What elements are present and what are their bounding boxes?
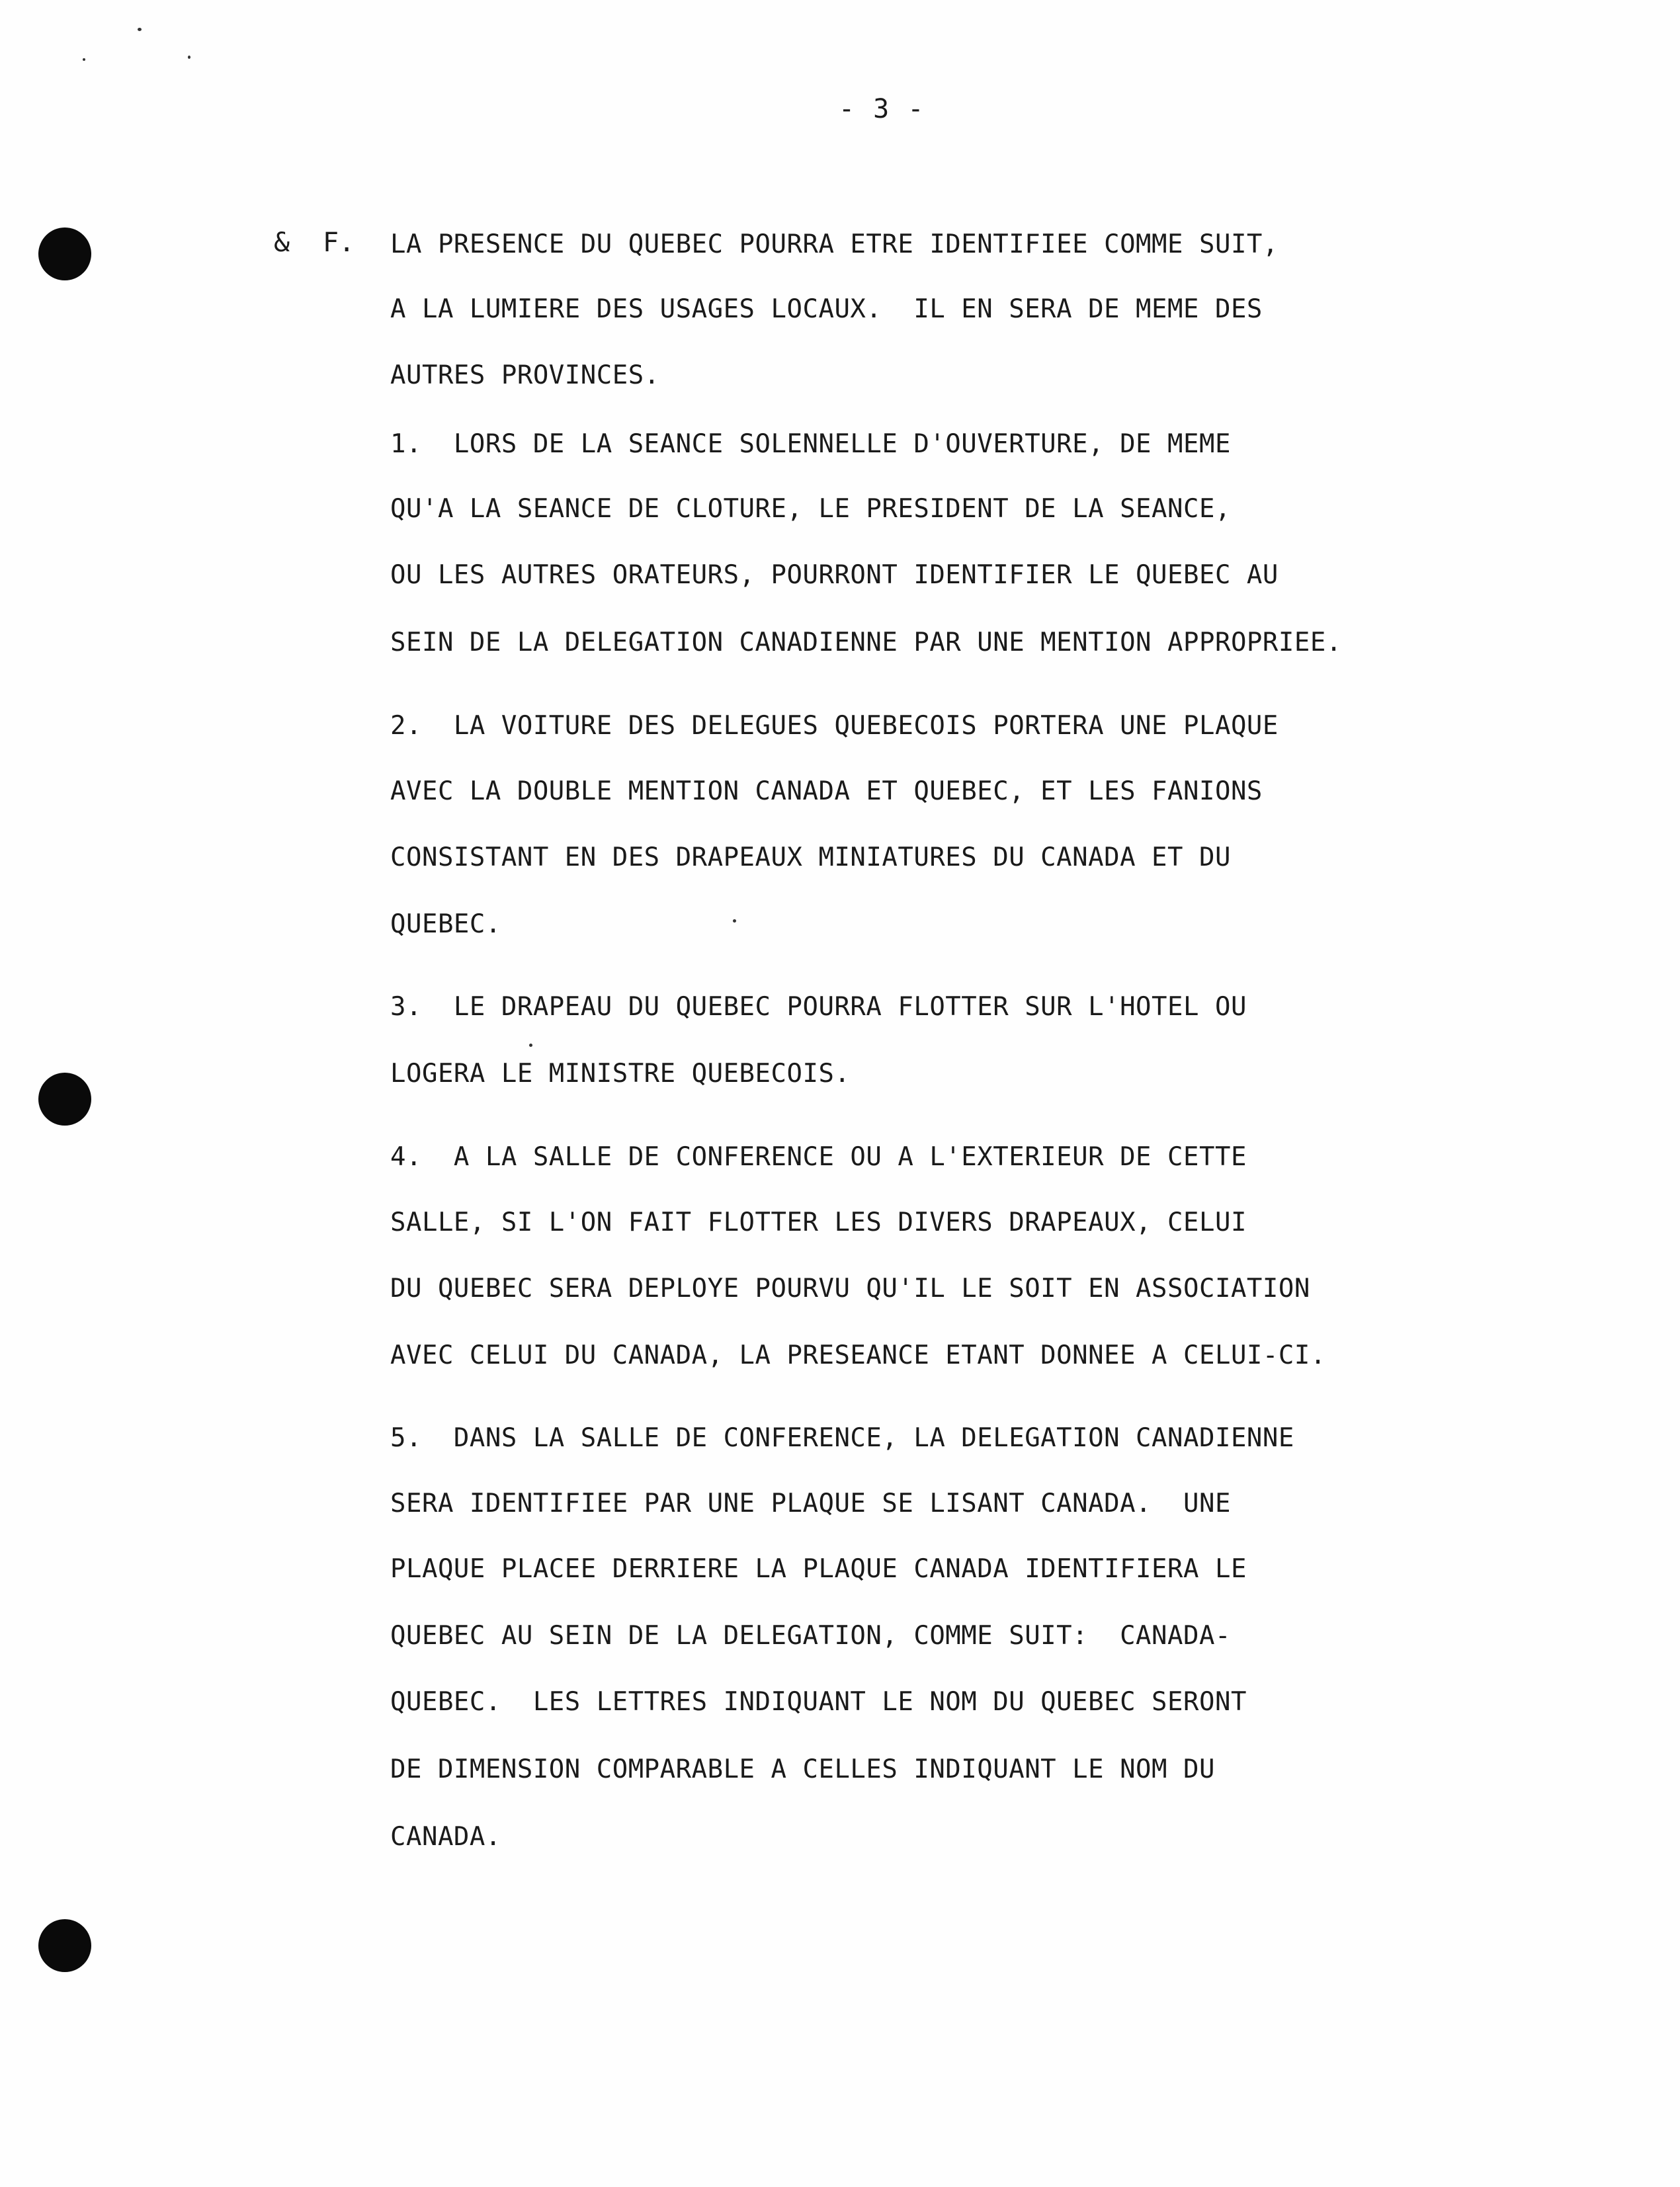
item-1-line: 1. LORS DE LA SEANCE SOLENNELLE D'OUVERTURE, DE MEME xyxy=(390,429,1231,459)
section-intro-line: LA PRESENCE DU QUEBEC POURRA ETRE IDENTIFIEE COMME SUIT, xyxy=(390,229,1279,259)
punch-hole-top xyxy=(38,227,91,280)
item-1-line: SEIN DE LA DELEGATION CANADIENNE PAR UNE MENTION APPROPRIEE. xyxy=(390,628,1342,657)
item-5-line: 5. DANS LA SALLE DE CONFERENCE, LA DELEGATION CANADIENNE xyxy=(390,1423,1294,1453)
scan-speck xyxy=(83,58,85,61)
punch-hole-middle xyxy=(38,1073,91,1126)
item-4-line: DU QUEBEC SERA DEPLOYE POURVU QU'IL LE SOIT EN ASSOCIATION xyxy=(390,1274,1310,1303)
scan-speck xyxy=(529,1044,532,1047)
section-intro-line: AUTRES PROVINCES. xyxy=(390,360,660,390)
section-symbol: & xyxy=(274,227,290,258)
item-3-line: LOGERA LE MINISTRE QUEBECOIS. xyxy=(390,1059,851,1089)
item-5-line: QUEBEC. LES LETTRES INDIQUANT LE NOM DU QUEBEC SERONT xyxy=(390,1687,1247,1717)
page-number: - 3 - xyxy=(839,94,925,124)
item-2-line: QUEBEC. xyxy=(390,909,501,939)
item-3-line: 3. LE DRAPEAU DU QUEBEC POURRA FLOTTER SUR L'HOTEL OU xyxy=(390,992,1247,1022)
scan-speck xyxy=(188,56,190,59)
scan-speck xyxy=(733,919,736,923)
item-5-line: DE DIMENSION COMPARABLE A CELLES INDIQUANT LE NOM DU xyxy=(390,1754,1215,1784)
item-1-line: QU'A LA SEANCE DE CLOTURE, LE PRESIDENT DE LA SEANCE, xyxy=(390,494,1231,524)
section-intro-line: A LA LUMIERE DES USAGES LOCAUX. IL EN SERA DE MEME DES xyxy=(390,294,1263,324)
item-2-line: 2. LA VOITURE DES DELEGUES QUEBECOIS PORTERA UNE PLAQUE xyxy=(390,711,1279,741)
section-letter: F. xyxy=(323,227,355,258)
item-4-line: SALLE, SI L'ON FAIT FLOTTER LES DIVERS DRAPEAUX, CELUI xyxy=(390,1208,1247,1237)
item-5-line: PLAQUE PLACEE DERRIERE LA PLAQUE CANADA IDENTIFIERA LE xyxy=(390,1554,1247,1584)
scan-speck xyxy=(138,28,142,31)
item-5-line: QUEBEC AU SEIN DE LA DELEGATION, COMME SUIT: CANADA- xyxy=(390,1621,1231,1651)
item-5-line: CANADA. xyxy=(390,1822,501,1852)
item-4-line: AVEC CELUI DU CANADA, LA PRESEANCE ETANT DONNEE A CELUI-CI. xyxy=(390,1341,1326,1370)
item-2-line: AVEC LA DOUBLE MENTION CANADA ET QUEBEC, ET LES FANIONS xyxy=(390,776,1263,806)
punch-hole-bottom xyxy=(38,1919,91,1972)
item-5-line: SERA IDENTIFIEE PAR UNE PLAQUE SE LISANT CANADA. UNE xyxy=(390,1489,1231,1518)
item-1-line: OU LES AUTRES ORATEURS, POURRONT IDENTIFIER LE QUEBEC AU xyxy=(390,560,1279,590)
item-4-line: 4. A LA SALLE DE CONFERENCE OU A L'EXTERIEUR DE CETTE xyxy=(390,1142,1247,1172)
item-2-line: CONSISTANT EN DES DRAPEAUX MINIATURES DU CANADA ET DU xyxy=(390,843,1231,872)
